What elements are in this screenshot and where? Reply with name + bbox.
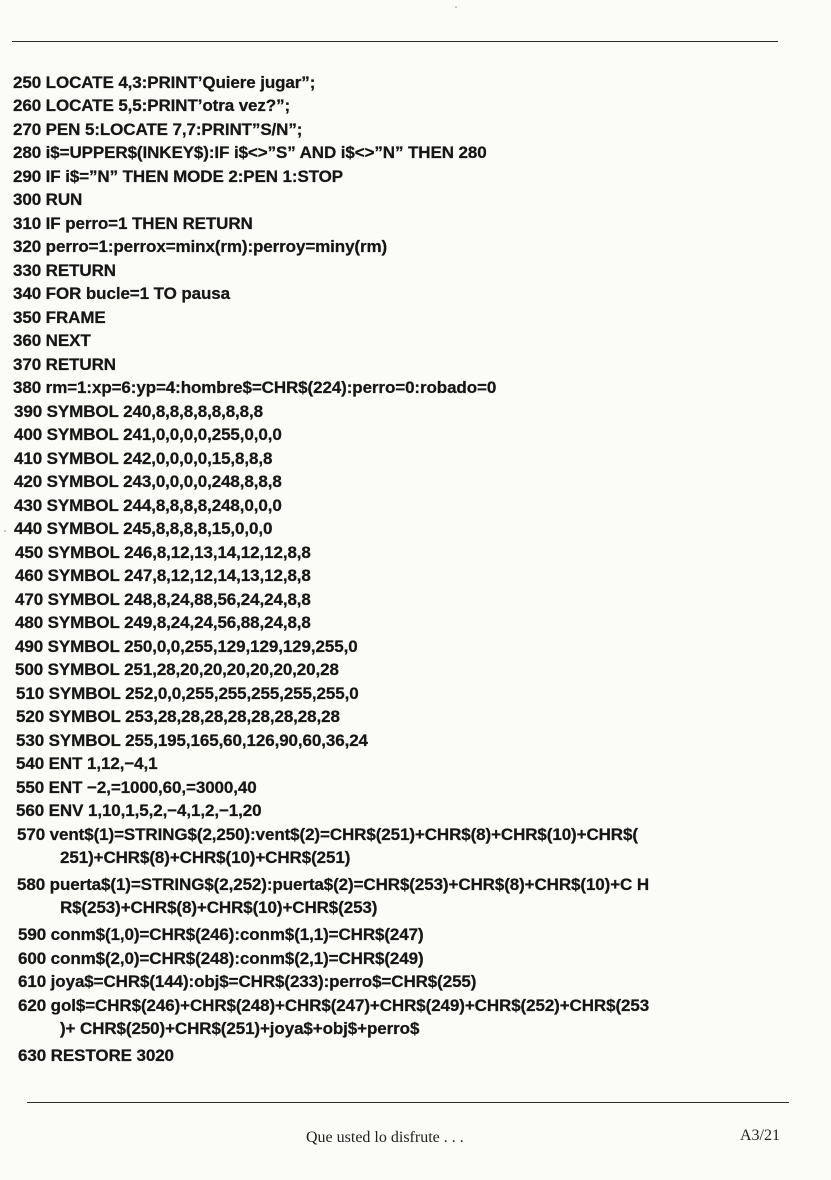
code-line: 490 SYMBOL 250,0,0,255,129,129,129,255,0 bbox=[15, 637, 358, 656]
code-line: 570 vent$(1)=STRING$(2,250):vent$(2)=CHR$(251)+CHR$(8)+CHR$(10)+CHR$( bbox=[17, 825, 638, 844]
code-line: 560 ENV 1,10,1,5,2,−4,1,2,−1,20 bbox=[16, 801, 262, 820]
code-line: R$(253)+CHR$(8)+CHR$(10)+CHR$(253) bbox=[60, 898, 378, 917]
code-line: 360 NEXT bbox=[13, 331, 91, 350]
bottom-rule bbox=[27, 1102, 789, 1103]
code-line: 550 ENT −2,=1000,60,=3000,40 bbox=[16, 778, 257, 797]
code-line: 580 puerta$(1)=STRING$(2,252):puerta$(2)=CHR$(253)+CHR$(8)+CHR$(10)+C H bbox=[17, 875, 650, 894]
code-line: 260 LOCATE 5,5:PRINT’otra vez?”; bbox=[13, 96, 291, 115]
code-line: 320 perro=1:perrox=minx(rm):perroy=miny(rm) bbox=[13, 237, 388, 256]
code-line: 390 SYMBOL 240,8,8,8,8,8,8,8,8 bbox=[14, 402, 264, 421]
code-line: 520 SYMBOL 253,28,28,28,28,28,28,28,28 bbox=[16, 707, 340, 726]
code-line: 600 conm$(2,0)=CHR$(248):conm$(2,1)=CHR$(249) bbox=[18, 949, 424, 968]
code-line: 251)+CHR$(8)+CHR$(10)+CHR$(251) bbox=[60, 848, 351, 867]
code-line: 430 SYMBOL 244,8,8,8,8,248,0,0,0 bbox=[14, 496, 282, 515]
code-line: 410 SYMBOL 242,0,0,0,0,15,8,8,8 bbox=[14, 449, 273, 468]
code-line: 310 IF perro=1 THEN RETURN bbox=[13, 214, 253, 233]
top-rule bbox=[12, 41, 778, 42]
code-line: 620 gol$=CHR$(246)+CHR$(248)+CHR$(247)+CHR$(249)+CHR$(252)+CHR$(253 bbox=[18, 996, 650, 1015]
code-line: 290 IF i$=”N” THEN MODE 2:PEN 1:STOP bbox=[13, 167, 344, 186]
footer-motto: Que usted lo disfrute . . . bbox=[306, 1129, 464, 1146]
code-line: )+ CHR$(250)+CHR$(251)+joya$+obj$+perro$ bbox=[60, 1019, 420, 1038]
paper-speck bbox=[455, 6, 457, 8]
page-number: A3/21 bbox=[740, 1127, 780, 1144]
code-line: 610 joya$=CHR$(144):obj$=CHR$(233):perro$=CHR$(255) bbox=[18, 972, 477, 991]
code-line: 500 SYMBOL 251,28,20,20,20,20,20,20,28 bbox=[15, 660, 339, 679]
code-line: 250 LOCATE 4,3:PRINT’Quiere jugar”; bbox=[13, 73, 316, 92]
code-line: 510 SYMBOL 252,0,0,255,255,255,255,255,0 bbox=[16, 684, 359, 703]
paper-speck bbox=[4, 530, 6, 532]
code-line: 630 RESTORE 3020 bbox=[18, 1046, 174, 1065]
code-line: 400 SYMBOL 241,0,0,0,0,255,0,0,0 bbox=[14, 425, 282, 444]
code-line: 480 SYMBOL 249,8,24,24,56,88,24,8,8 bbox=[15, 613, 311, 632]
code-line: 380 rm=1:xp=6:yp=4:hombre$=CHR$(224):perro=0:robado=0 bbox=[13, 378, 497, 397]
code-line: 450 SYMBOL 246,8,12,13,14,12,12,8,8 bbox=[15, 543, 311, 562]
code-line: 330 RETURN bbox=[13, 261, 116, 280]
code-line: 460 SYMBOL 247,8,12,12,14,13,12,8,8 bbox=[15, 566, 311, 585]
code-line: 350 FRAME bbox=[13, 308, 106, 327]
code-line: 590 conm$(1,0)=CHR$(246):conm$(1,1)=CHR$(247) bbox=[18, 925, 424, 944]
code-line: 540 ENT 1,12,−4,1 bbox=[16, 754, 158, 773]
code-line: 340 FOR bucle=1 TO pausa bbox=[13, 284, 230, 303]
code-line: 420 SYMBOL 243,0,0,0,0,248,8,8,8 bbox=[14, 472, 282, 491]
code-line: 270 PEN 5:LOCATE 7,7:PRINT”S/N”; bbox=[13, 120, 303, 139]
code-line: 370 RETURN bbox=[13, 355, 116, 374]
code-line: 470 SYMBOL 248,8,24,88,56,24,24,8,8 bbox=[15, 590, 311, 609]
code-line: 530 SYMBOL 255,195,165,60,126,90,60,36,24 bbox=[16, 731, 368, 750]
code-line: 300 RUN bbox=[13, 190, 83, 209]
code-line: 280 i$=UPPER$(INKEY$):IF i$<>”S” AND i$<>”N” THEN 280 bbox=[13, 143, 487, 162]
code-line: 440 SYMBOL 245,8,8,8,8,15,0,0,0 bbox=[14, 519, 273, 538]
